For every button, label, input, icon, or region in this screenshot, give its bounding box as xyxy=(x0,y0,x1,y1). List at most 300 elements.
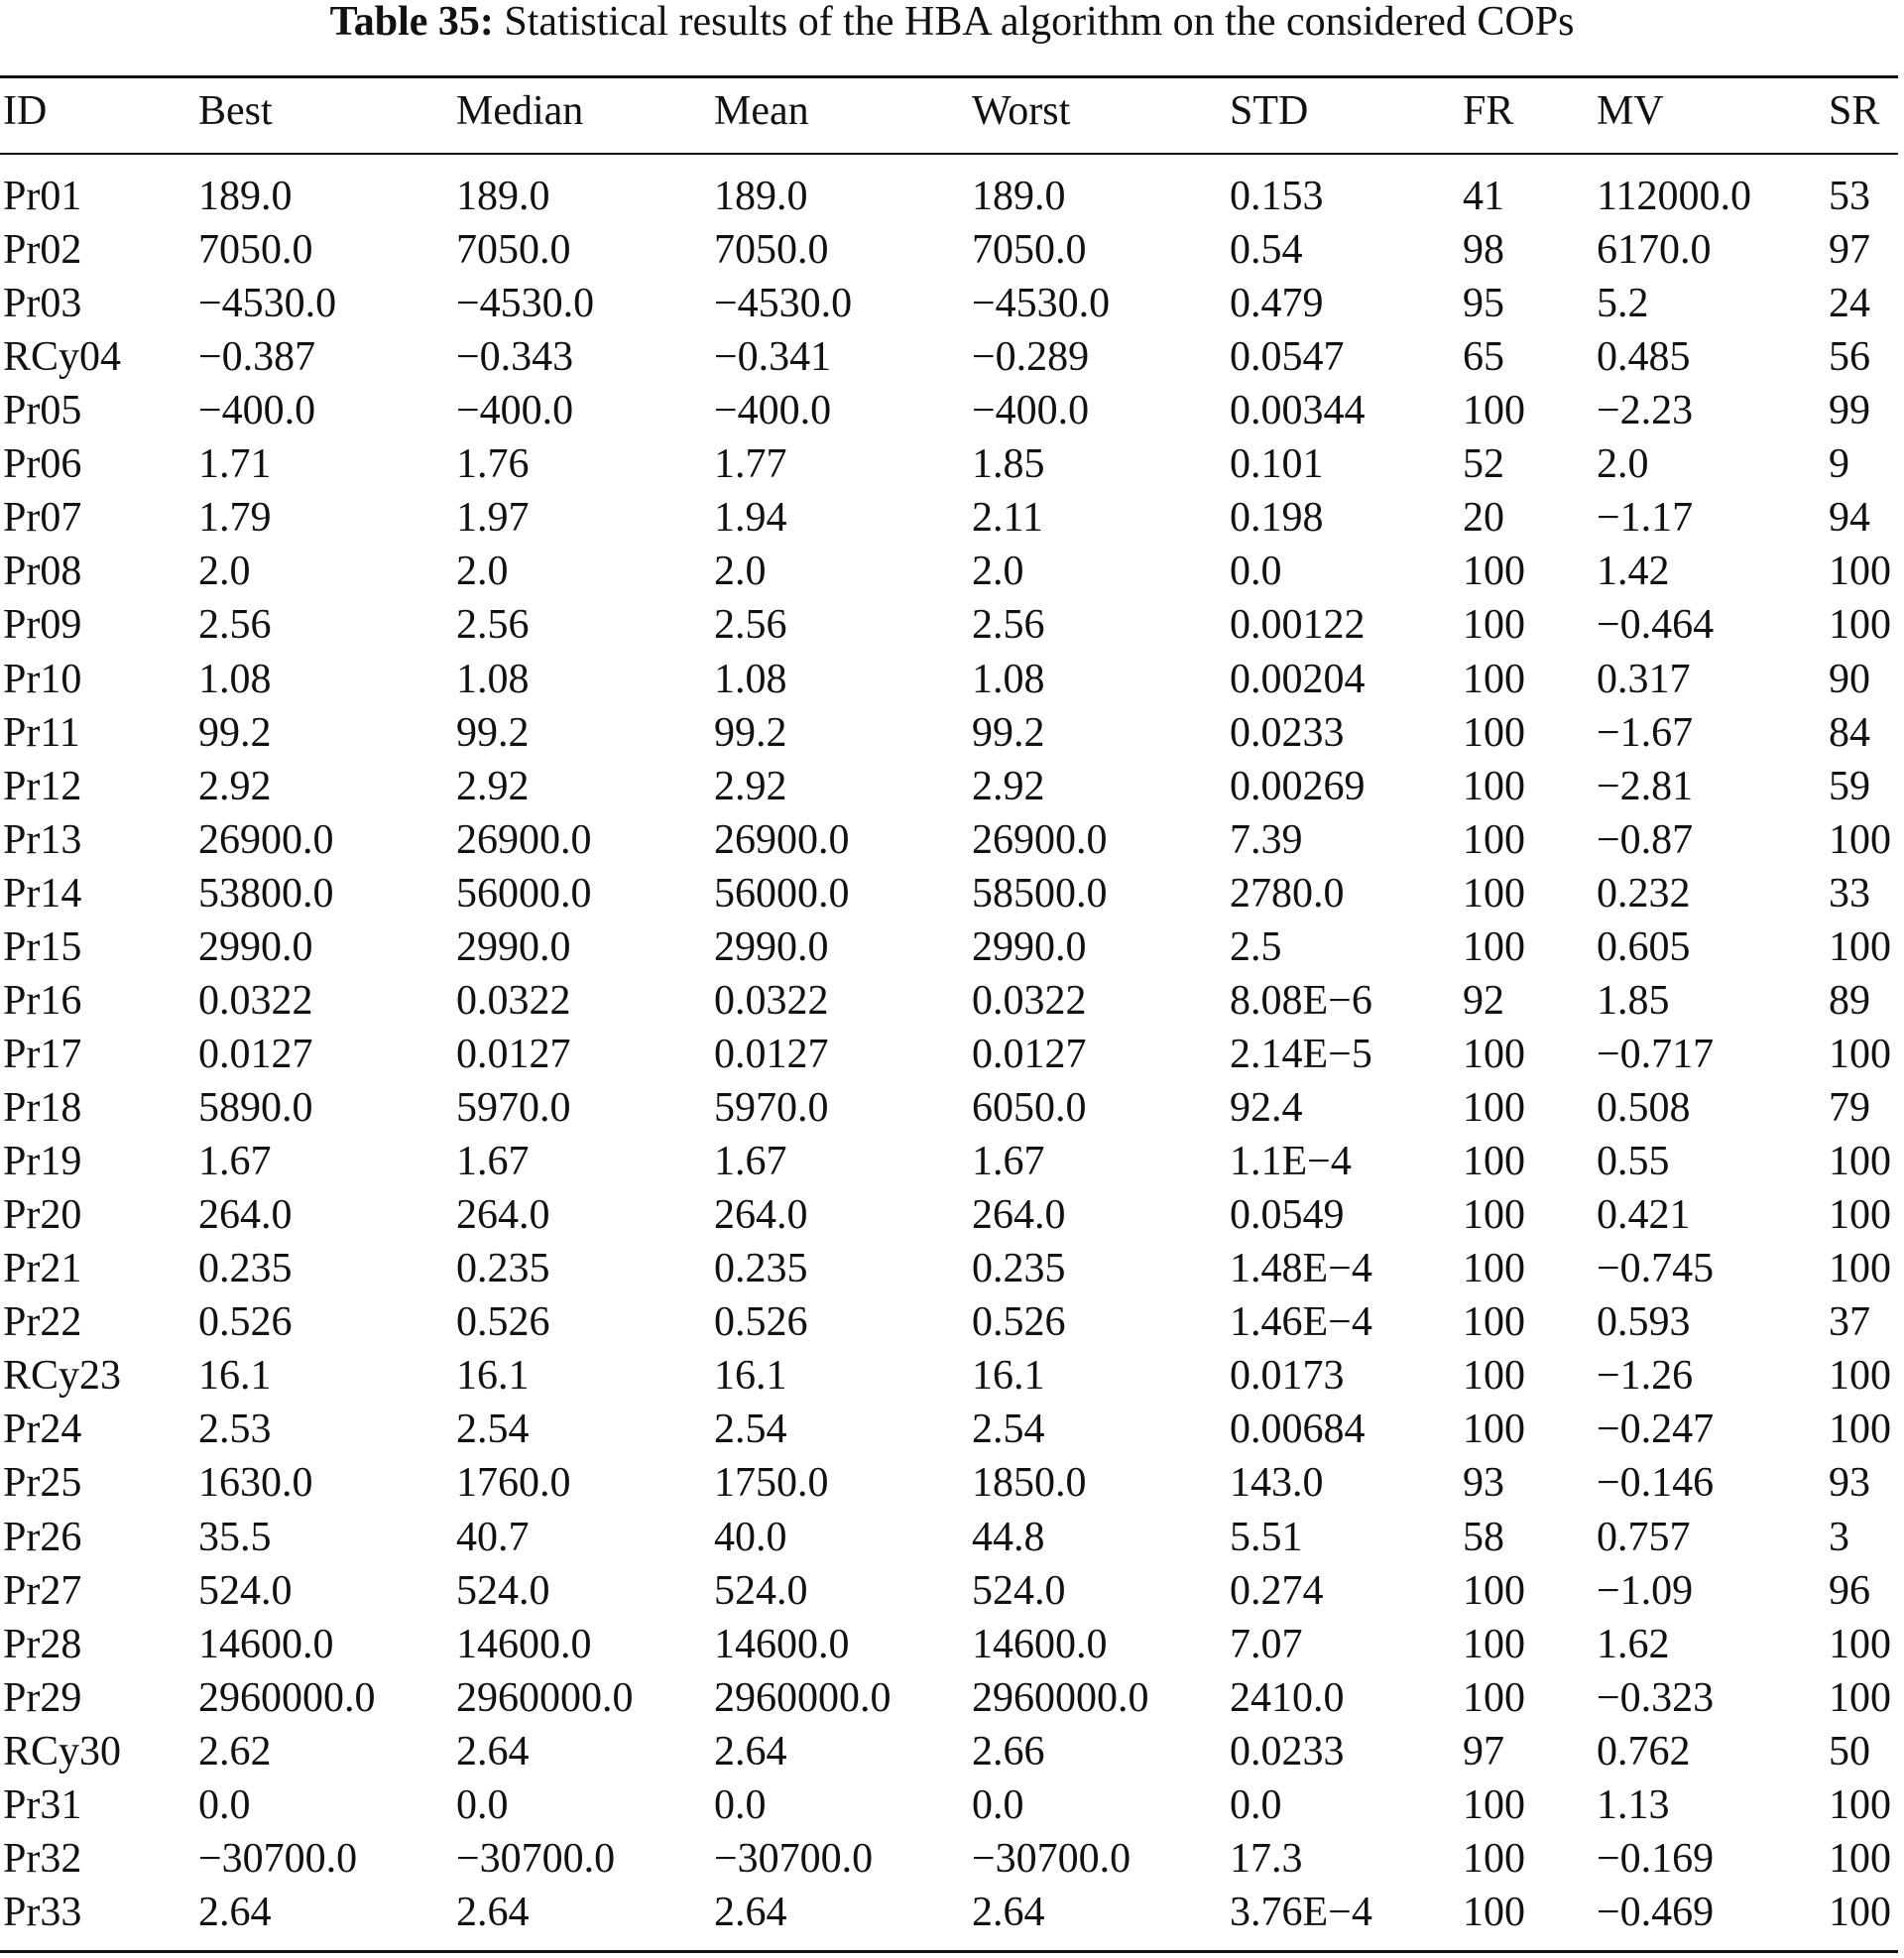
table-cell-id: Pr07 xyxy=(3,495,82,542)
table-cell-std: 0.00122 xyxy=(1230,602,1366,649)
table-cell-worst: 2.11 xyxy=(972,495,1043,542)
table-cell-sr: 93 xyxy=(1829,1460,1870,1507)
table-cell-id: Pr11 xyxy=(3,709,80,756)
table-cell-mean: 2.54 xyxy=(714,1407,787,1453)
table-cell-sr: 59 xyxy=(1829,763,1870,809)
table-cell-fr: 20 xyxy=(1463,495,1504,542)
table-cell-mean: 2990.0 xyxy=(714,923,829,970)
table-cell-mv: −1.09 xyxy=(1597,1567,1694,1614)
table-cell-sr: 50 xyxy=(1829,1728,1870,1774)
table-cell-worst: 2.54 xyxy=(972,1407,1045,1453)
table-cell-worst: 1.85 xyxy=(972,441,1045,488)
table-cell-fr: 100 xyxy=(1463,1621,1525,1667)
table-cell-sr: 100 xyxy=(1829,1781,1891,1828)
table-cell-fr: 100 xyxy=(1463,1192,1525,1239)
table-cell-worst: 0.0 xyxy=(972,1781,1024,1828)
table-cell-sr: 100 xyxy=(1829,1621,1891,1667)
table-cell-id: Pr25 xyxy=(3,1460,82,1507)
table-cell-mean: 14600.0 xyxy=(714,1621,850,1667)
table-cell-mv: 0.757 xyxy=(1597,1514,1691,1560)
table-cell-mv: 112000.0 xyxy=(1597,174,1751,219)
table-cell-best: 2990.0 xyxy=(198,923,313,970)
table-cell-best: 524.0 xyxy=(198,1567,293,1614)
column-header-median: Median xyxy=(456,88,584,134)
table-cell-sr: 100 xyxy=(1829,1407,1891,1453)
table-cell-sr: 100 xyxy=(1829,1889,1891,1935)
table-cell-median: 2960000.0 xyxy=(456,1674,634,1721)
table-cell-id: Pr33 xyxy=(3,1889,82,1935)
table-cell-sr: 56 xyxy=(1829,334,1870,381)
table-cell-std: 0.0 xyxy=(1230,1781,1282,1828)
table-cell-mv: −0.717 xyxy=(1597,1031,1715,1077)
table-cell-id: Pr01 xyxy=(3,174,82,219)
table-cell-mean: 16.1 xyxy=(714,1353,787,1400)
table-cell-worst: 189.0 xyxy=(972,174,1066,219)
column-header-best: Best xyxy=(198,88,273,134)
table-cell-median: −4530.0 xyxy=(456,281,595,327)
table-cell-sr: 100 xyxy=(1829,1139,1891,1185)
table-cell-best: 2.0 xyxy=(198,549,251,595)
table-cell-best: −0.387 xyxy=(198,334,316,381)
table-cell-std: 2410.0 xyxy=(1230,1674,1345,1721)
table-cell-mean: −0.341 xyxy=(714,334,832,381)
table-cell-std: 0.54 xyxy=(1230,227,1303,274)
table-cell-fr: 100 xyxy=(1463,1781,1525,1828)
table-cell-median: 7050.0 xyxy=(456,227,571,274)
table-cell-id: Pr03 xyxy=(3,281,82,327)
table-cell-mean: −30700.0 xyxy=(714,1835,874,1882)
table-cell-id: Pr17 xyxy=(3,1031,82,1077)
table-cell-std: 0.0547 xyxy=(1230,334,1345,381)
table-cell-mean: −400.0 xyxy=(714,388,832,434)
table-cell-worst: 44.8 xyxy=(972,1514,1045,1560)
table-cell-fr: 100 xyxy=(1463,388,1525,434)
table-cell-std: 8.08E−6 xyxy=(1230,977,1372,1024)
table-cell-mean: 0.526 xyxy=(714,1299,808,1346)
table-cell-fr: 100 xyxy=(1463,923,1525,970)
table-cell-median: 5970.0 xyxy=(456,1085,571,1132)
table-cell-best: 0.0322 xyxy=(198,977,313,1024)
table-cell-worst: 6050.0 xyxy=(972,1085,1087,1132)
table-cell-best: 1.79 xyxy=(198,495,272,542)
table-cell-sr: 100 xyxy=(1829,923,1891,970)
table-cell-fr: 58 xyxy=(1463,1514,1504,1560)
table-cell-median: 0.0 xyxy=(456,1781,509,1828)
table-cell-mv: 0.762 xyxy=(1597,1728,1691,1774)
column-header-sr: SR xyxy=(1829,88,1880,134)
table-cell-best: 2.92 xyxy=(198,763,272,809)
table-cell-sr: 33 xyxy=(1829,870,1870,917)
table-cell-median: 2.0 xyxy=(456,549,509,595)
table-cell-fr: 100 xyxy=(1463,602,1525,649)
table-cell-best: 0.235 xyxy=(198,1246,293,1292)
table-cell-mean: 2.56 xyxy=(714,602,787,649)
table-cell-mv: −0.87 xyxy=(1597,816,1694,863)
table-cell-mv: 5.2 xyxy=(1597,281,1649,327)
table-cell-mean: 1.67 xyxy=(714,1139,787,1185)
table-cell-std: 0.00269 xyxy=(1230,763,1366,809)
table-cell-median: 1760.0 xyxy=(456,1460,571,1507)
table-cell-mv: 2.0 xyxy=(1597,441,1649,488)
table-cell-mean: −4530.0 xyxy=(714,281,853,327)
table-cell-id: Pr14 xyxy=(3,870,82,917)
column-header-mv: MV xyxy=(1597,88,1664,134)
table-cell-median: 99.2 xyxy=(456,709,530,756)
table-cell-mean: 0.0322 xyxy=(714,977,829,1024)
table-cell-best: 1.67 xyxy=(198,1139,272,1185)
table-cell-fr: 100 xyxy=(1463,816,1525,863)
table-cell-fr: 93 xyxy=(1463,1460,1504,1507)
table-cell-best: 53800.0 xyxy=(198,870,334,917)
table-cell-mv: 0.317 xyxy=(1597,656,1691,702)
table-cell-median: 2990.0 xyxy=(456,923,571,970)
table-cell-std: 92.4 xyxy=(1230,1085,1303,1132)
table-cell-std: 0.198 xyxy=(1230,495,1324,542)
table-cell-std: 0.479 xyxy=(1230,281,1324,327)
table-cell-sr: 99 xyxy=(1829,388,1870,434)
table-cell-worst: 7050.0 xyxy=(972,227,1087,274)
table-cell-fr: 100 xyxy=(1463,763,1525,809)
table-cell-worst: 99.2 xyxy=(972,709,1045,756)
table-cell-mv: −2.81 xyxy=(1597,763,1694,809)
table-cell-fr: 100 xyxy=(1463,1889,1525,1935)
table-cell-std: 0.0 xyxy=(1230,549,1282,595)
table-cell-sr: 100 xyxy=(1829,1192,1891,1239)
table-cell-sr: 100 xyxy=(1829,1835,1891,1882)
table-cell-sr: 84 xyxy=(1829,709,1870,756)
table-cell-id: Pr27 xyxy=(3,1567,82,1614)
table-cell-mv: −0.745 xyxy=(1597,1246,1715,1292)
table-cell-std: 0.0173 xyxy=(1230,1353,1345,1400)
table-cell-mv: −1.67 xyxy=(1597,709,1694,756)
table-cell-id: Pr21 xyxy=(3,1246,82,1292)
table-cell-id: Pr02 xyxy=(3,227,82,274)
table-cell-id: Pr18 xyxy=(3,1085,82,1132)
table-cell-sr: 3 xyxy=(1829,1514,1849,1560)
table-cell-mean: 2.64 xyxy=(714,1889,787,1935)
table-cell-fr: 100 xyxy=(1463,1674,1525,1721)
table-cell-median: 2.64 xyxy=(456,1889,530,1935)
table-cell-std: 0.0233 xyxy=(1230,1728,1345,1774)
table-cell-mv: −0.247 xyxy=(1597,1407,1715,1453)
table-cell-worst: 0.0322 xyxy=(972,977,1087,1024)
table-cell-best: 35.5 xyxy=(198,1514,272,1560)
table-cell-mean: 264.0 xyxy=(714,1192,808,1239)
table-cell-worst: 14600.0 xyxy=(972,1621,1108,1667)
table-cell-std: 0.274 xyxy=(1230,1567,1324,1614)
table-cell-std: 0.153 xyxy=(1230,174,1324,219)
table-cell-sr: 97 xyxy=(1829,227,1870,274)
table-cell-std: 5.51 xyxy=(1230,1514,1303,1560)
table-cell-std: 1.46E−4 xyxy=(1230,1299,1372,1346)
table-cell-mv: −0.169 xyxy=(1597,1835,1715,1882)
table-cell-id: Pr32 xyxy=(3,1835,82,1882)
table-cell-std: 3.76E−4 xyxy=(1230,1889,1372,1935)
table-cell-sr: 100 xyxy=(1829,1246,1891,1292)
table-cell-std: 1.48E−4 xyxy=(1230,1246,1372,1292)
table-cell-std: 2.14E−5 xyxy=(1230,1031,1372,1077)
table-cell-median: 1.67 xyxy=(456,1139,530,1185)
table-cell-worst: 1.67 xyxy=(972,1139,1045,1185)
table-cell-worst: 26900.0 xyxy=(972,816,1108,863)
table-cell-worst: −0.289 xyxy=(972,334,1090,381)
table-cell-worst: 264.0 xyxy=(972,1192,1066,1239)
table-cell-std: 0.00344 xyxy=(1230,388,1366,434)
table-cell-mv: 1.85 xyxy=(1597,977,1670,1024)
table-cell-std: 0.0549 xyxy=(1230,1192,1345,1239)
table-cell-worst: 1850.0 xyxy=(972,1460,1087,1507)
table-cell-worst: 16.1 xyxy=(972,1353,1045,1400)
table-cell-id: Pr31 xyxy=(3,1781,82,1828)
table-cell-best: 0.0127 xyxy=(198,1031,313,1077)
table-cell-mv: 6170.0 xyxy=(1597,227,1712,274)
table-cell-fr: 100 xyxy=(1463,709,1525,756)
table-cell-worst: 0.526 xyxy=(972,1299,1066,1346)
table-cell-id: Pr29 xyxy=(3,1674,82,1721)
table-cell-best: 189.0 xyxy=(198,174,293,219)
table-cell-std: 143.0 xyxy=(1230,1460,1324,1507)
table-cell-id: Pr22 xyxy=(3,1299,82,1346)
table-cell-best: 99.2 xyxy=(198,709,272,756)
table-cell-mean: 0.0 xyxy=(714,1781,767,1828)
table-cell-id: RCy23 xyxy=(3,1353,122,1400)
table-cell-fr: 100 xyxy=(1463,1246,1525,1292)
table-cell-worst: 0.0127 xyxy=(972,1031,1087,1077)
table-cell-sr: 96 xyxy=(1829,1567,1870,1614)
table-cell-id: Pr24 xyxy=(3,1407,82,1453)
table-cell-mean: 1.08 xyxy=(714,656,787,702)
table-cell-best: 1630.0 xyxy=(198,1460,313,1507)
table-cell-fr: 100 xyxy=(1463,1567,1525,1614)
table-cell-mean: 0.235 xyxy=(714,1246,808,1292)
table-cell-mean: 1750.0 xyxy=(714,1460,829,1507)
table-cell-fr: 100 xyxy=(1463,1031,1525,1077)
table-cell-fr: 41 xyxy=(1463,174,1504,219)
table-cell-median: 1.08 xyxy=(456,656,530,702)
table-cell-sr: 9 xyxy=(1829,441,1849,488)
table-cell-fr: 100 xyxy=(1463,1407,1525,1453)
table-cell-fr: 98 xyxy=(1463,227,1504,274)
table-cell-mv: 0.485 xyxy=(1597,334,1691,381)
table-cell-mv: 0.421 xyxy=(1597,1192,1691,1239)
table-cell-std: 2780.0 xyxy=(1230,870,1345,917)
table-cell-worst: 524.0 xyxy=(972,1567,1066,1614)
table-cell-std: 0.101 xyxy=(1230,441,1324,488)
table-cell-fr: 100 xyxy=(1463,870,1525,917)
table-cell-fr: 95 xyxy=(1463,281,1504,327)
table-cell-id: Pr05 xyxy=(3,388,82,434)
table-cell-best: 14600.0 xyxy=(198,1621,334,1667)
table-cell-mv: −0.464 xyxy=(1597,602,1715,649)
table-cell-mean: 0.0127 xyxy=(714,1031,829,1077)
table-cell-fr: 65 xyxy=(1463,334,1504,381)
table-cell-mean: 2960000.0 xyxy=(714,1674,892,1721)
table-cell-worst: 0.235 xyxy=(972,1246,1066,1292)
table-cell-median: 16.1 xyxy=(456,1353,530,1400)
table-cell-median: 1.76 xyxy=(456,441,530,488)
table-cell-id: Pr20 xyxy=(3,1192,82,1239)
table-cell-worst: −30700.0 xyxy=(972,1835,1131,1882)
table-cell-median: 0.235 xyxy=(456,1246,550,1292)
table-cell-fr: 100 xyxy=(1463,1085,1525,1132)
table-cell-mv: −1.26 xyxy=(1597,1353,1694,1400)
table-cell-fr: 100 xyxy=(1463,1353,1525,1400)
table-cell-fr: 92 xyxy=(1463,977,1504,1024)
table-cell-mv: −0.323 xyxy=(1597,1674,1715,1721)
table-cell-mv: 0.232 xyxy=(1597,870,1691,917)
column-header-fr: FR xyxy=(1463,88,1514,134)
table-cell-fr: 52 xyxy=(1463,441,1504,488)
table-cell-best: 0.526 xyxy=(198,1299,293,1346)
table-cell-best: 0.0 xyxy=(198,1781,251,1828)
table-cell-id: RCy04 xyxy=(3,334,122,381)
table-cell-best: 1.08 xyxy=(198,656,272,702)
table-cell-median: −400.0 xyxy=(456,388,574,434)
table-cell-sr: 94 xyxy=(1829,495,1870,542)
table-cell-sr: 24 xyxy=(1829,281,1870,327)
table-cell-worst: 2.92 xyxy=(972,763,1045,809)
table-cell-sr: 89 xyxy=(1829,977,1870,1024)
table-cell-worst: −400.0 xyxy=(972,388,1090,434)
column-header-worst: Worst xyxy=(972,88,1071,134)
table-cell-sr: 100 xyxy=(1829,549,1891,595)
table-cell-sr: 100 xyxy=(1829,602,1891,649)
table-cell-mean: 7050.0 xyxy=(714,227,829,274)
table-cell-worst: 2990.0 xyxy=(972,923,1087,970)
table-cell-worst: 1.08 xyxy=(972,656,1045,702)
table-cell-mean: 524.0 xyxy=(714,1567,808,1614)
table-cell-mv: 0.593 xyxy=(1597,1299,1691,1346)
table-cell-sr: 100 xyxy=(1829,816,1891,863)
table-cell-mv: −0.469 xyxy=(1597,1889,1715,1935)
table-cell-id: Pr12 xyxy=(3,763,82,809)
column-header-id: ID xyxy=(3,88,48,134)
table-cell-median: 26900.0 xyxy=(456,816,592,863)
table-cell-median: 56000.0 xyxy=(456,870,592,917)
column-header-std: STD xyxy=(1230,88,1309,134)
table-cell-best: −4530.0 xyxy=(198,281,337,327)
table-cell-sr: 79 xyxy=(1829,1085,1870,1132)
table-cell-best: 16.1 xyxy=(198,1353,272,1400)
table-cell-mean: 5970.0 xyxy=(714,1085,829,1132)
table-cell-mv: −1.17 xyxy=(1597,495,1694,542)
table-cell-best: −400.0 xyxy=(198,388,316,434)
table-cell-id: Pr10 xyxy=(3,656,82,702)
table-cell-mean: 2.0 xyxy=(714,549,767,595)
table-cell-fr: 97 xyxy=(1463,1728,1504,1774)
table-cell-median: 14600.0 xyxy=(456,1621,592,1667)
table-cell-id: Pr13 xyxy=(3,816,82,863)
table-cell-worst: 2.64 xyxy=(972,1889,1045,1935)
table-cell-id: Pr09 xyxy=(3,602,82,649)
table-cell-median: 264.0 xyxy=(456,1192,550,1239)
table-cell-std: 0.00204 xyxy=(1230,656,1366,702)
table-cell-mean: 40.0 xyxy=(714,1514,787,1560)
table-cell-best: 264.0 xyxy=(198,1192,293,1239)
table-cell-id: Pr28 xyxy=(3,1621,82,1667)
table-cell-fr: 100 xyxy=(1463,656,1525,702)
table-cell-best: 2960000.0 xyxy=(198,1674,376,1721)
table-cell-worst: 2960000.0 xyxy=(972,1674,1149,1721)
table-cell-sr: 37 xyxy=(1829,1299,1870,1346)
table-caption xyxy=(0,0,1904,44)
table-cell-id: Pr06 xyxy=(3,441,82,488)
table-cell-id: Pr26 xyxy=(3,1514,82,1560)
table-cell-best: 2.53 xyxy=(198,1407,272,1453)
table-cell-mean: 2.64 xyxy=(714,1728,787,1774)
table-cell-sr: 53 xyxy=(1829,174,1870,219)
table-cell-id: Pr16 xyxy=(3,977,82,1024)
table-cell-worst: 2.56 xyxy=(972,602,1045,649)
table-cell-id: Pr15 xyxy=(3,923,82,970)
table-cell-median: 2.64 xyxy=(456,1728,530,1774)
table-cell-std: 17.3 xyxy=(1230,1835,1303,1882)
table-cell-mean: 26900.0 xyxy=(714,816,850,863)
table-caption-text: Statistical results of the HBA algorithm on the considered COPs xyxy=(504,0,1575,45)
table-cell-mean: 99.2 xyxy=(714,709,787,756)
table-cell-median: 2.54 xyxy=(456,1407,530,1453)
table-cell-median: −0.343 xyxy=(456,334,574,381)
table-cell-mv: 0.508 xyxy=(1597,1085,1691,1132)
table-cell-fr: 100 xyxy=(1463,549,1525,595)
table-cell-best: 26900.0 xyxy=(198,816,334,863)
table-cell-fr: 100 xyxy=(1463,1835,1525,1882)
table-cell-std: 2.5 xyxy=(1230,923,1282,970)
table-cell-best: 2.64 xyxy=(198,1889,272,1935)
table-cell-median: 2.92 xyxy=(456,763,530,809)
table-cell-std: 0.0233 xyxy=(1230,709,1345,756)
table-cell-best: 1.71 xyxy=(198,441,272,488)
table-cell-worst: 2.66 xyxy=(972,1728,1045,1774)
table-cell-sr: 100 xyxy=(1829,1031,1891,1077)
table-cell-worst: 58500.0 xyxy=(972,870,1108,917)
table-cell-fr: 100 xyxy=(1463,1139,1525,1185)
table-cell-best: 2.62 xyxy=(198,1728,272,1774)
table-cell-median: 1.97 xyxy=(456,495,530,542)
table-cell-sr: 90 xyxy=(1829,656,1870,702)
table-cell-sr: 100 xyxy=(1829,1674,1891,1721)
table-cell-median: 2.56 xyxy=(456,602,530,649)
table-cell-std: 7.07 xyxy=(1230,1621,1303,1667)
table-cell-best: 5890.0 xyxy=(198,1085,313,1132)
table-cell-worst: 2.0 xyxy=(972,549,1024,595)
table-cell-mv: −0.146 xyxy=(1597,1460,1715,1507)
table-cell-median: 189.0 xyxy=(456,174,550,219)
table-cell-best: 7050.0 xyxy=(198,227,313,274)
table-cell-id: RCy30 xyxy=(3,1728,122,1774)
column-header-mean: Mean xyxy=(714,88,809,134)
table-cell-mean: 56000.0 xyxy=(714,870,850,917)
table-cell-mv: 1.13 xyxy=(1597,1781,1670,1828)
table-caption-label: Table 35: xyxy=(329,0,494,45)
table-cell-mv: 0.605 xyxy=(1597,923,1691,970)
table-cell-std: 0.00684 xyxy=(1230,1407,1366,1453)
table-cell-sr: 100 xyxy=(1829,1353,1891,1400)
table-cell-mv: 0.55 xyxy=(1597,1139,1670,1185)
table-cell-worst: −4530.0 xyxy=(972,281,1111,327)
table-cell-median: 40.7 xyxy=(456,1514,530,1560)
table-top-rule xyxy=(0,75,1898,78)
table-cell-mean: 1.77 xyxy=(714,441,787,488)
table-cell-median: 0.0127 xyxy=(456,1031,571,1077)
table-cell-std: 7.39 xyxy=(1230,816,1303,863)
table-cell-median: −30700.0 xyxy=(456,1835,616,1882)
table-cell-mv: 1.62 xyxy=(1597,1621,1670,1667)
table-header-rule xyxy=(0,153,1898,155)
table-cell-median: 0.526 xyxy=(456,1299,550,1346)
table-cell-mv: 1.42 xyxy=(1597,549,1670,595)
table-cell-id: Pr08 xyxy=(3,549,82,595)
